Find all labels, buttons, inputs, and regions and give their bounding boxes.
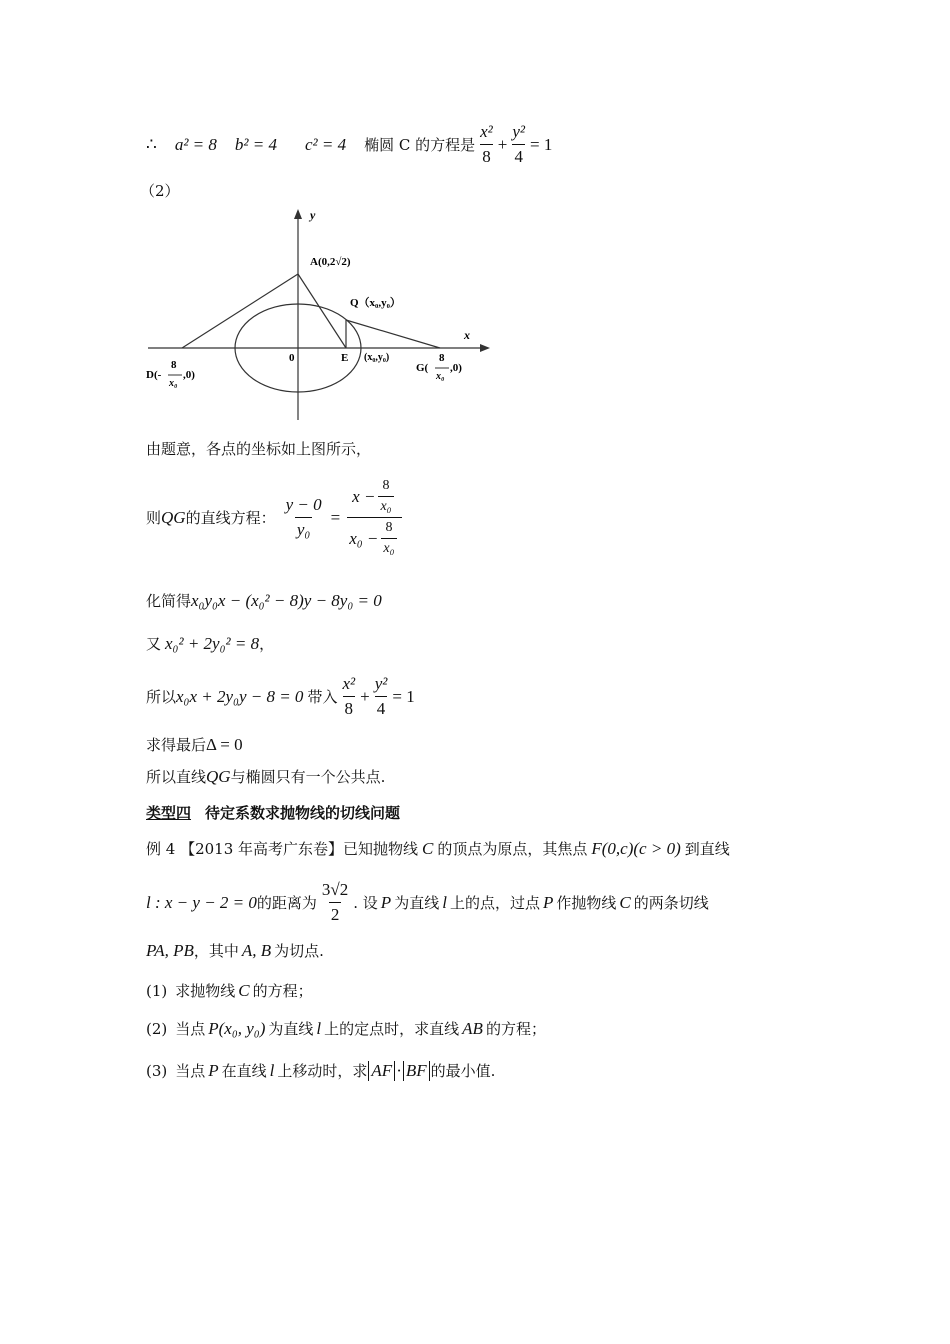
qg-prefix: 则 [146, 509, 162, 527]
rhs-num-frac-num: 8 [382, 478, 390, 493]
simplify-expr: x₀y₀x − (x₀² − 8)y − 8y₀ = 0 [191, 590, 382, 610]
rhs-den-frac [381, 520, 396, 557]
question-2 [146, 1018, 546, 1039]
conclusion-suffix: 与椭圆只有一个公共点. [230, 768, 386, 786]
example-text-2e: 作抛物线 [556, 894, 617, 912]
q2-AB: AB [462, 1018, 483, 1038]
sub-frac-den: 8 [343, 696, 356, 719]
example-l: l [442, 892, 447, 912]
example-text-2c: 为直线 [394, 894, 440, 912]
sub-plus: + [360, 686, 370, 706]
q3-text-b: 在直线 [221, 1062, 267, 1080]
q2-text-d: 的方程； [485, 1020, 546, 1038]
q3-text-d: 的最小值. [430, 1062, 496, 1080]
example-line-1 [146, 838, 730, 859]
rhs-num-frac-den: x₀ [378, 496, 393, 515]
line-AE [298, 274, 346, 348]
example-text-1b: 的顶点为原点，其焦点 [437, 840, 588, 858]
point-A-label: A(0,2√2) [310, 256, 351, 268]
question-3 [146, 1060, 495, 1081]
point-E-coord: (x₀,y₀) [364, 352, 390, 363]
q3-text-c: 上移动时，求 [277, 1062, 368, 1080]
distance-num: 3√2 [321, 880, 349, 899]
qg-suffix: 的直线方程： [185, 509, 276, 527]
frac-den: 8 [480, 144, 493, 167]
example-text-2f: 的两条切线 [633, 894, 709, 912]
also-line [146, 633, 274, 654]
example-text-1a: 例 4 【2013 年高考广东卷】已知抛物线 [146, 840, 419, 858]
fraction-x2-8 [478, 122, 495, 167]
example-text-1c: 到直线 [684, 840, 730, 858]
example-line-2 [146, 880, 709, 925]
rhs-den-x0: x₀ − [349, 528, 379, 548]
ellipse-result-line [146, 122, 552, 167]
example-F: F(0,c)(c > 0) [591, 838, 681, 858]
delta-line [146, 734, 243, 755]
plus-sign: + [497, 134, 508, 154]
also-prefix: 又 [146, 635, 162, 653]
qg-rhs-fraction [347, 478, 401, 557]
part-2-label: （2） [140, 182, 180, 200]
point-D-den: x₀ [169, 378, 178, 389]
therefore-symbol: ∴ [146, 134, 157, 154]
q2-text-c: 上的定点时，求直线 [324, 1020, 460, 1038]
q1-text-b: 的方程； [252, 982, 313, 1000]
example-line-3 [146, 940, 324, 961]
rhs-den-frac-den: x₀ [381, 538, 396, 557]
substitute-line [146, 674, 415, 719]
geometry-figure [140, 205, 500, 430]
also-suffix: ， [259, 635, 275, 653]
line-QG [346, 320, 440, 348]
point-D-num: 8 [171, 359, 177, 371]
equals-one: = 1 [530, 134, 553, 154]
x-axis-label: x [464, 328, 470, 342]
q1-text-a: 求抛物线 [175, 982, 236, 1000]
point-G-suffix: ,0) [450, 362, 462, 374]
rhs-num-frac [378, 478, 393, 515]
example-text-2d: 上的点，过点 [449, 894, 540, 912]
y-axis-arrow-icon [294, 209, 302, 219]
substitute-prefix: 所以 [146, 688, 177, 706]
sub-frac-num: x² [342, 674, 356, 693]
y-axis-label: y [310, 208, 316, 222]
q3-BF: BF [403, 1061, 430, 1081]
substitute-mid: 带入 [307, 688, 338, 706]
example-AB: A, B [241, 940, 272, 960]
q1-C: C [238, 980, 250, 1000]
a-squared: a² = 8 [174, 134, 217, 154]
sub-frac-x2-8 [340, 674, 357, 719]
q2-l: l [316, 1018, 322, 1038]
point-D-prefix: D(- [146, 369, 162, 381]
frac-num: y² [512, 122, 526, 141]
qg-lhs-fraction [284, 495, 324, 540]
q2-text-b: 为直线 [268, 1020, 314, 1038]
qg-equation-line [146, 478, 405, 557]
q2-text-a: 当点 [175, 1020, 206, 1038]
coords-text: 由题意，各点的坐标如上图所示， [146, 440, 372, 458]
conclusion-qg: QG [206, 766, 231, 786]
q3-num: (3) [146, 1061, 168, 1080]
sub-frac-y2-4 [373, 674, 390, 719]
simplify-line [146, 590, 382, 611]
point-G-den: x₀ [436, 371, 445, 382]
c-squared: c² = 4 [304, 134, 347, 154]
delta-expr: Δ = 0 [206, 734, 243, 754]
sub-rhs: = 1 [392, 686, 415, 706]
ellipse-label: 椭圆 C 的方程是 [364, 136, 476, 154]
q1-num: (1) [146, 981, 168, 1000]
section-title [146, 802, 400, 823]
example-P2: P [542, 892, 554, 912]
section-type: 类型四 [146, 804, 192, 822]
example-PAPB: PA, PB [146, 940, 194, 960]
example-l-eq: l : x − y − 2 = 0 [146, 892, 257, 912]
distance-den: 2 [329, 902, 342, 925]
q3-text-a: 当点 [175, 1062, 206, 1080]
sub-frac-den: 4 [375, 696, 388, 719]
lhs-num: y − 0 [285, 495, 322, 514]
b-squared: b² = 4 [234, 134, 277, 154]
also-expr: x₀² + 2y₀² = 8 [165, 633, 260, 653]
rhs-num-x: x − [352, 486, 376, 506]
rhs-den-frac-num: 8 [385, 520, 393, 535]
point-D-suffix: ,0) [183, 369, 195, 381]
example-text-3b: 为切点. [274, 942, 324, 960]
rhs-den [347, 517, 401, 557]
q2-P: P(x₀, y₀) [208, 1018, 266, 1038]
qg-symbol: QG [161, 507, 186, 527]
frac-den: 4 [512, 144, 525, 167]
delta-prefix: 求得最后 [146, 736, 207, 754]
example-C2: C [619, 892, 631, 912]
example-C: C [422, 838, 434, 858]
substitute-expr: x₀x + 2y₀y − 8 = 0 [176, 686, 304, 706]
point-G-prefix: G( [416, 362, 429, 374]
example-text-2a: 的距离为 [256, 894, 317, 912]
simplify-prefix: 化简得 [146, 592, 192, 610]
section-title-text: 待定系数求抛物线的切线问题 [205, 804, 401, 822]
sub-frac-num: y² [374, 674, 388, 693]
rhs-num [350, 478, 398, 517]
frac-num: x² [480, 122, 493, 141]
q3-dot: · [396, 1060, 402, 1080]
qg-equals: = [330, 507, 341, 527]
line-DA [182, 274, 298, 348]
x-axis-arrow-icon [480, 344, 490, 352]
q2-num: (2) [146, 1019, 168, 1038]
point-G-num: 8 [439, 352, 445, 364]
q3-l: l [269, 1060, 275, 1080]
example-text-3a: ，其中 [193, 942, 239, 960]
q3-AF: AF [368, 1061, 395, 1081]
origin-label: 0 [289, 352, 295, 364]
question-1 [146, 980, 313, 1001]
lhs-den: y₀ [295, 517, 312, 540]
point-Q-label: Q（x₀,y₀） [350, 297, 401, 309]
example-P: P [380, 892, 392, 912]
point-E-label: E [341, 352, 349, 364]
example-text-2b: . 设 [353, 894, 378, 912]
fraction-y2-4 [510, 122, 527, 167]
distance-fraction [320, 880, 350, 925]
conclusion-line [146, 766, 385, 787]
conclusion-prefix: 所以直线 [146, 768, 207, 786]
q3-P: P [208, 1060, 219, 1080]
